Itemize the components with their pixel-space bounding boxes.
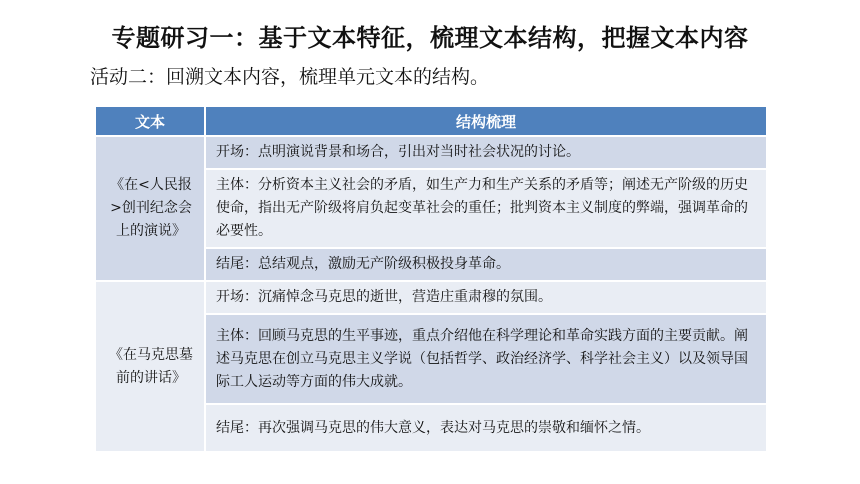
structure-cell: 开场：点明演说背景和场合，引出对当时社会状况的讨论。 <box>206 135 766 168</box>
structure-table <box>96 107 766 451</box>
table-row <box>96 280 766 313</box>
text-title-cell: 《在<人民报>创刊纪念会上的演说》 <box>96 135 206 280</box>
activity-subtitle: 活动二：回溯文本内容，梳理单元文本的结构。 <box>90 66 490 88</box>
structure-cell: 结尾：再次强调马克思的伟大意义，表达对马克思的崇敬和缅怀之情。 <box>206 403 766 451</box>
table-header-row <box>96 107 766 135</box>
structure-cell: 主体：回顾马克思的生平事迹，重点介绍他在科学理论和革命实践方面的主要贡献。阐述马克思在创立马克思主义学说（包括哲学、政治经济学、科学社会主义）以及领导国际工人运动等方面的伟大成就。 <box>206 313 766 403</box>
structure-cell: 开场：沉痛悼念马克思的逝世，营造庄重肃穆的氛围。 <box>206 280 766 313</box>
slide-title: 专题研习一：基于文本特征，梳理文本结构，把握文本内容 <box>111 24 749 52</box>
text-title-cell: 《在马克思墓前的讲话》 <box>96 280 206 451</box>
structure-cell: 主体：分析资本主义社会的矛盾，如生产力和生产关系的矛盾等；阐述无产阶级的历史使命，指出无产阶级将肩负起变革社会的重任；批判资本主义制度的弊端，强调革命的必要性。 <box>206 168 766 247</box>
table-row <box>96 135 766 168</box>
structure-cell: 结尾：总结观点，激励无产阶级积极投身革命。 <box>206 247 766 280</box>
header-structure: 结构梳理 <box>206 107 766 135</box>
header-text: 文本 <box>96 107 206 135</box>
